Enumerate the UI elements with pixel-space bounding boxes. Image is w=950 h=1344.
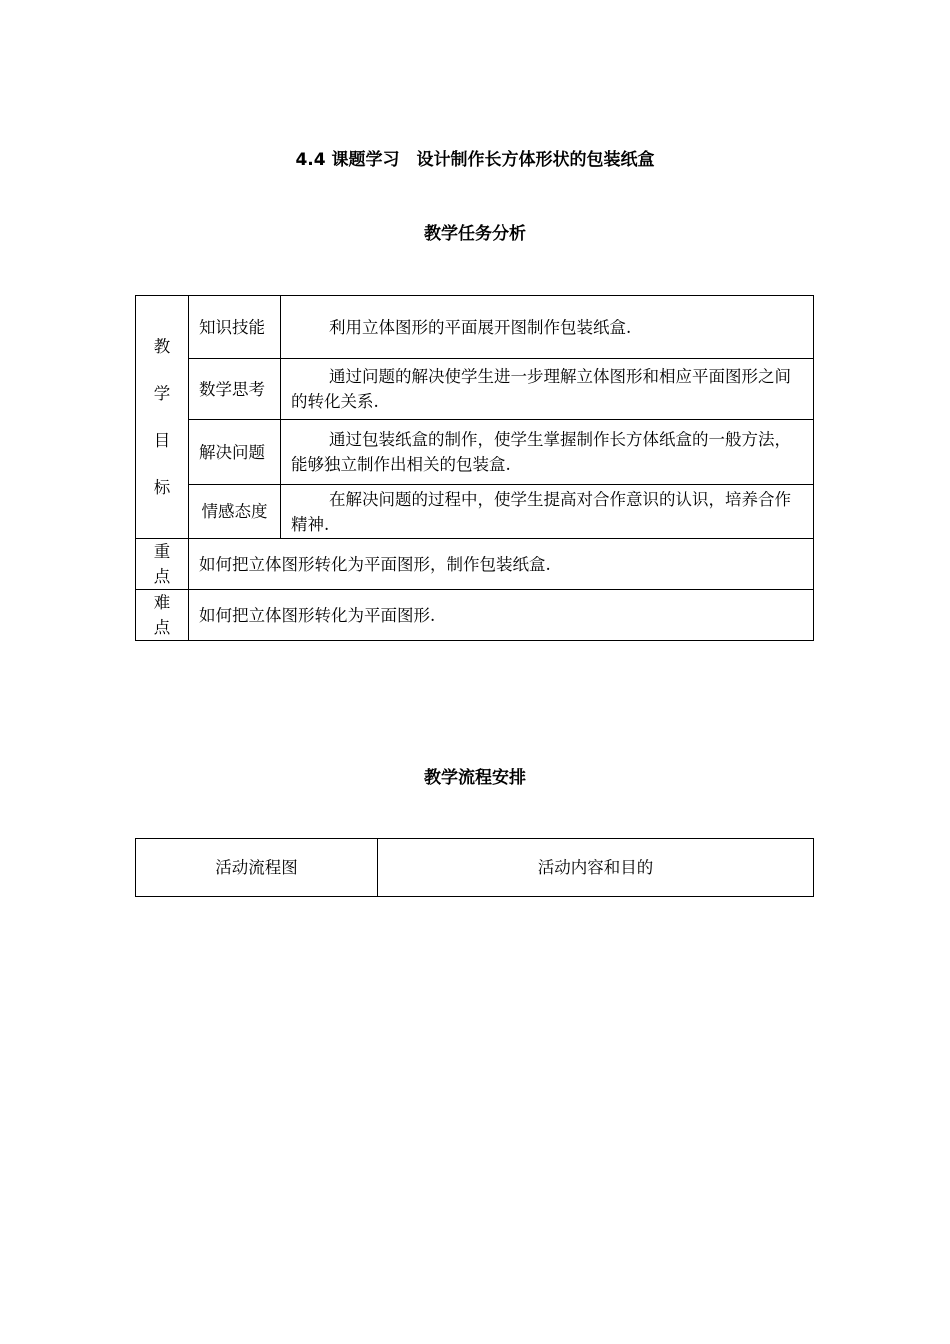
difficulty-content: 如何把立体图形转化为平面图形.	[189, 590, 814, 641]
table-row	[136, 485, 814, 539]
task-analysis-table	[135, 295, 814, 641]
key-point-label-char: 重	[153, 542, 171, 561]
objectives-label-char: 教	[153, 337, 171, 356]
key-point-label-cell	[136, 539, 189, 590]
key-point-content: 如何把立体图形转化为平面图形，制作包装纸盒.	[189, 539, 814, 590]
teaching-flow-table	[135, 838, 814, 897]
objective-label: 数学思考	[189, 359, 281, 420]
difficulty-label-char: 难	[153, 593, 171, 612]
objective-label: 解决问题	[189, 420, 281, 485]
objective-content: 利用立体图形的平面展开图制作包装纸盒.	[281, 296, 814, 359]
difficulty-label-cell	[136, 590, 189, 641]
table-row	[136, 590, 814, 641]
table-row	[136, 296, 814, 359]
objectives-label-cell	[136, 296, 189, 539]
table-row	[136, 420, 814, 485]
content-column-header: 活动内容和目的	[378, 839, 814, 897]
document-title: 4.4 课题学习 设计制作长方体形状的包装纸盒	[295, 150, 655, 170]
table-row	[136, 359, 814, 420]
objective-content: 通过问题的解决使学生进一步理解立体图形和相应平面图形之间的转化关系.	[281, 359, 814, 420]
objective-label: 知识技能	[189, 296, 281, 359]
objectives-label-char: 学	[153, 384, 171, 403]
key-point-label-char: 点	[153, 567, 171, 586]
objective-content: 在解决问题的过程中，使学生提高对合作意识的认识，培养合作精神.	[281, 485, 814, 539]
objectives-label-char: 目	[153, 431, 171, 450]
objective-content: 通过包装纸盒的制作，使学生掌握制作长方体纸盒的一般方法，能够独立制作出相关的包装盒.	[281, 420, 814, 485]
flow-column-header: 活动流程图	[136, 839, 378, 897]
table-row	[136, 839, 814, 897]
difficulty-label-char: 点	[153, 618, 171, 637]
objective-label: 情感态度	[189, 485, 281, 539]
task-analysis-heading: 教学任务分析	[424, 224, 526, 244]
table-row	[136, 539, 814, 590]
objectives-label-char: 标	[153, 478, 171, 497]
teaching-flow-heading: 教学流程安排	[424, 768, 526, 788]
